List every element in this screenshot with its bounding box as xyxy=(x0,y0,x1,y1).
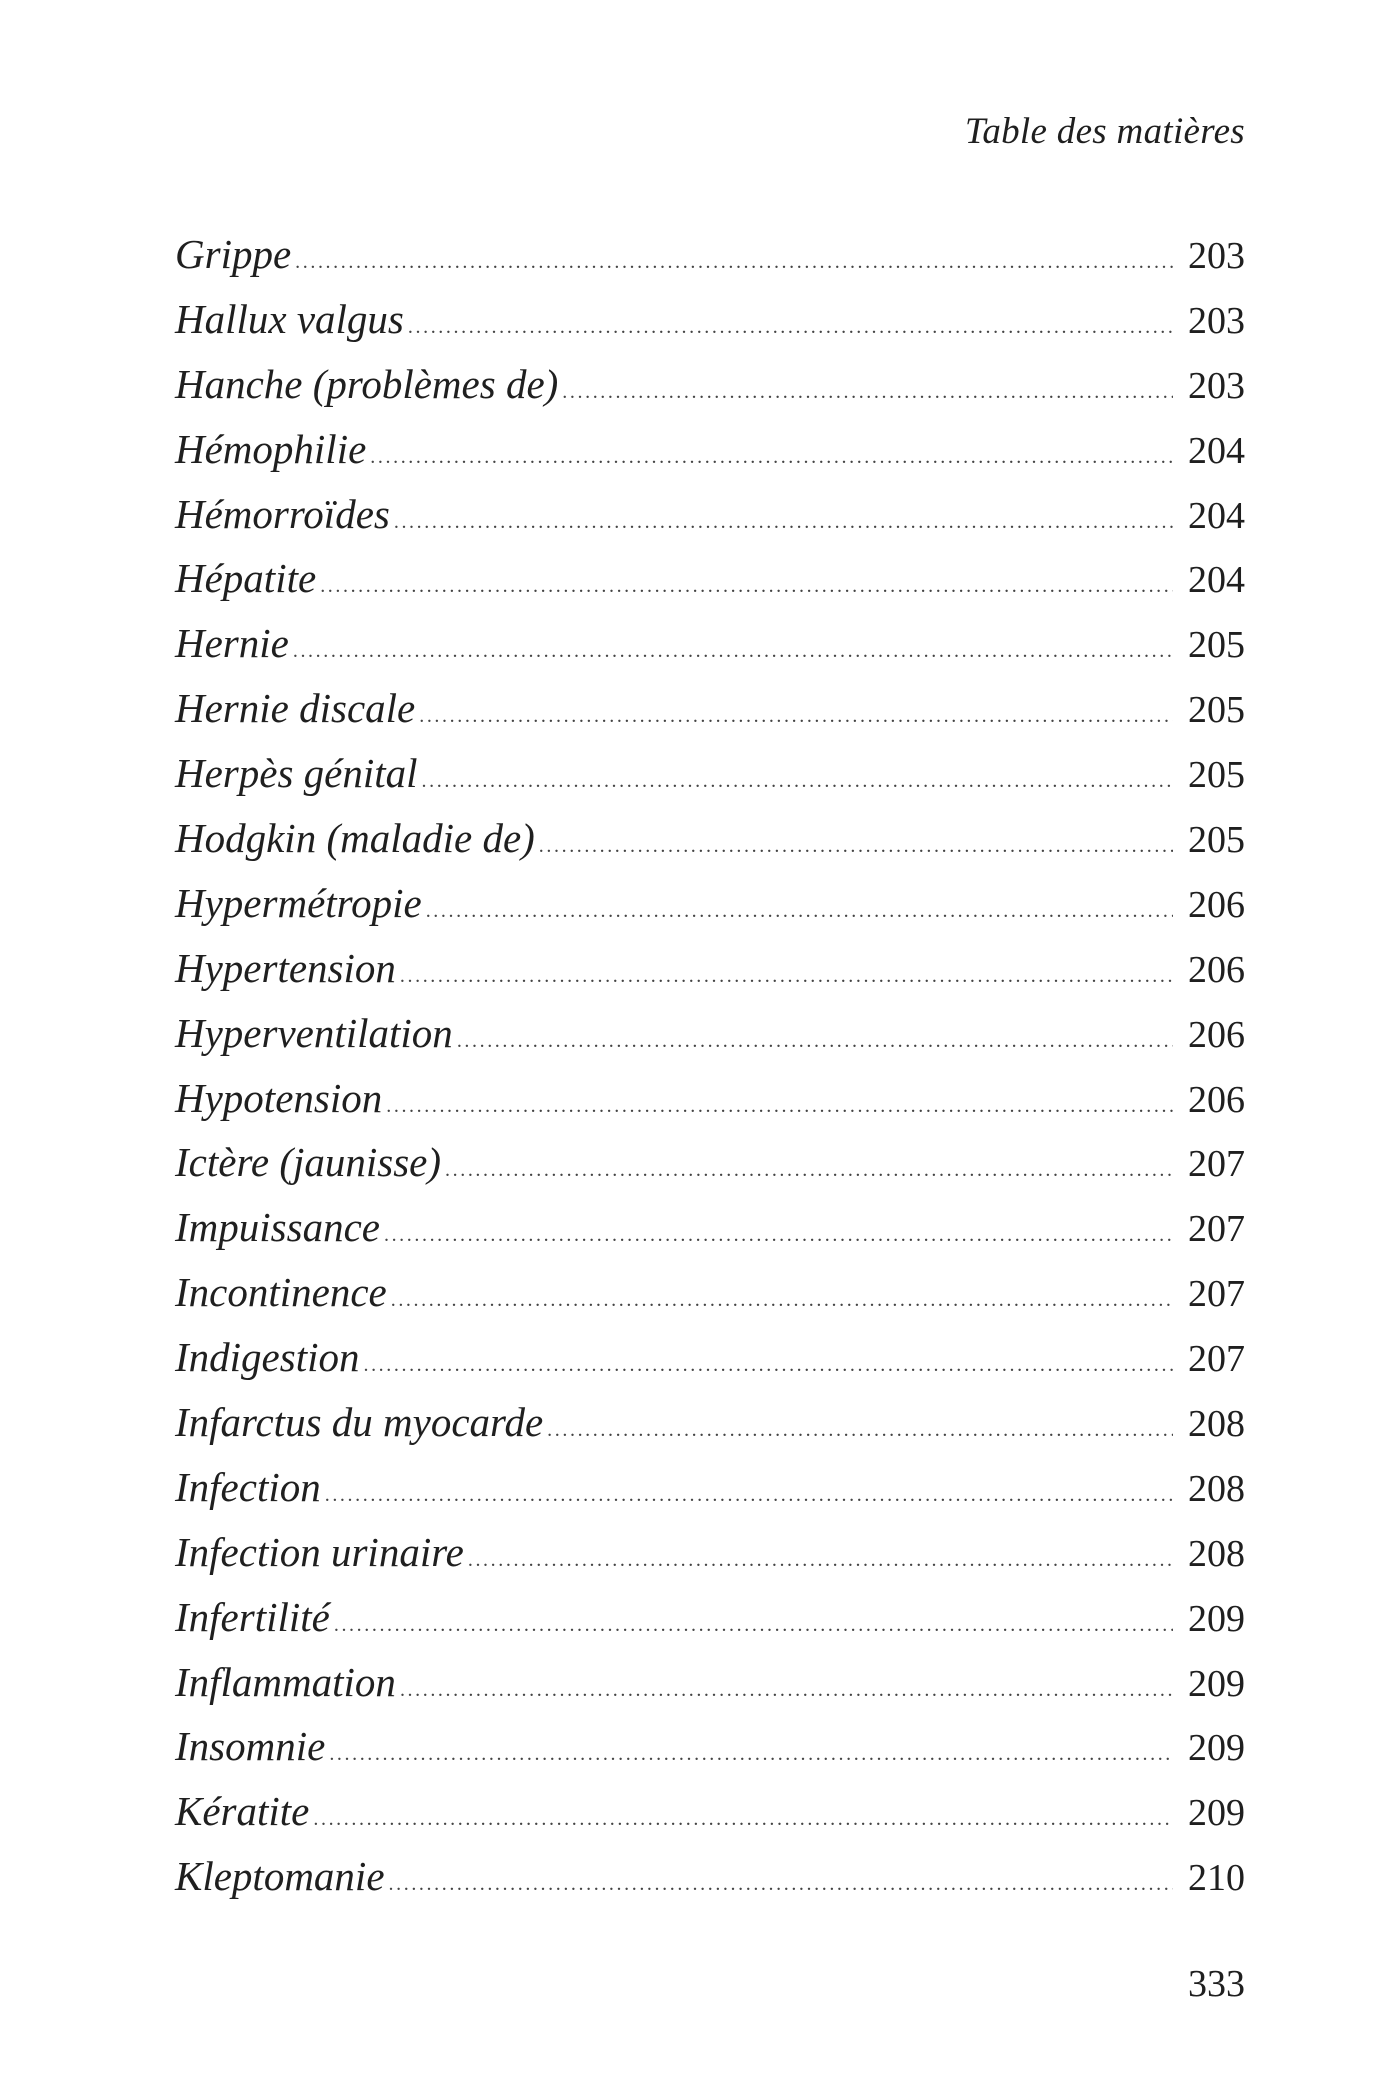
dot-leader xyxy=(547,1420,1173,1440)
toc-entry xyxy=(175,1844,1245,1909)
dot-leader xyxy=(426,901,1173,921)
toc-entry xyxy=(175,1001,1245,1066)
toc-entry-page: 205 xyxy=(1188,689,1245,732)
toc-entry-page: 206 xyxy=(1188,883,1245,926)
toc-entry-page: 207 xyxy=(1188,1273,1245,1316)
toc-entry-page: 208 xyxy=(1188,1532,1245,1575)
toc-entry xyxy=(175,1779,1245,1844)
toc-entry-title: Infection urinaire xyxy=(175,1528,464,1575)
toc-entry xyxy=(175,287,1245,352)
toc-entry-title: Hypertension xyxy=(175,944,396,991)
dot-leader xyxy=(468,1550,1173,1570)
toc-entry-title: Kleptomanie xyxy=(175,1853,385,1900)
dot-leader xyxy=(329,1744,1173,1764)
toc-entry xyxy=(175,741,1245,806)
toc-entry-page: 206 xyxy=(1188,1013,1245,1056)
dot-leader xyxy=(313,1809,1173,1829)
toc-entry xyxy=(175,1325,1245,1390)
toc-entry xyxy=(175,1260,1245,1325)
dot-leader xyxy=(363,1355,1173,1375)
toc-entry xyxy=(175,1520,1245,1585)
toc-entry xyxy=(175,1714,1245,1779)
dot-leader xyxy=(391,1290,1173,1310)
toc-entry xyxy=(175,1390,1245,1455)
toc-entry xyxy=(175,1130,1245,1195)
toc-entry-page: 207 xyxy=(1188,1143,1245,1186)
toc-entry-title: Inflammation xyxy=(175,1658,396,1705)
toc-entry xyxy=(175,611,1245,676)
toc-entry-title: Hypotension xyxy=(175,1074,383,1121)
dot-leader xyxy=(400,966,1173,986)
toc-entry xyxy=(175,806,1245,871)
dot-leader xyxy=(389,1874,1173,1894)
toc-entry-page: 209 xyxy=(1188,1597,1245,1640)
toc-entry-page: 209 xyxy=(1188,1727,1245,1770)
toc-entry-title: Insomnie xyxy=(175,1723,326,1770)
toc-entry-page: 209 xyxy=(1188,1792,1245,1835)
toc-entry-page: 204 xyxy=(1188,559,1245,602)
dot-leader xyxy=(370,447,1173,467)
dot-leader xyxy=(408,317,1173,337)
toc-entry-title: Indigestion xyxy=(175,1334,360,1381)
dot-leader xyxy=(386,1096,1173,1116)
toc-entry-page: 204 xyxy=(1188,429,1245,472)
toc-entry-title: Infertilité xyxy=(175,1593,330,1640)
dot-leader xyxy=(325,1485,1173,1505)
dot-leader xyxy=(394,512,1173,532)
toc-entry xyxy=(175,1650,1245,1715)
toc-entry-page: 209 xyxy=(1188,1662,1245,1705)
toc-entry xyxy=(175,546,1245,611)
toc-entry-title: Incontinence xyxy=(175,1269,387,1316)
toc-entry-page: 203 xyxy=(1188,235,1245,277)
toc-entry-page: 204 xyxy=(1188,494,1245,537)
toc-entry-page: 205 xyxy=(1188,624,1245,667)
dot-leader xyxy=(293,641,1173,661)
toc-entry-page: 206 xyxy=(1188,948,1245,991)
toc-entry xyxy=(175,936,1245,1001)
toc-entry xyxy=(175,871,1245,936)
toc-entry xyxy=(175,1195,1245,1260)
dot-leader xyxy=(400,1680,1173,1700)
dot-leader xyxy=(419,706,1173,726)
dot-leader xyxy=(320,576,1173,596)
dot-leader xyxy=(562,382,1173,402)
toc-entry-page: 210 xyxy=(1188,1857,1245,1900)
toc-entry-title: Hyperventilation xyxy=(175,1009,453,1056)
toc-entry-page: 203 xyxy=(1188,299,1245,342)
toc-entry-title: Hodgkin (maladie de) xyxy=(175,815,535,862)
toc-entry-page: 208 xyxy=(1188,1403,1245,1446)
toc-entry xyxy=(175,352,1245,417)
toc-entry-title: Herpès génital xyxy=(175,750,418,797)
toc-entry-page: 206 xyxy=(1188,1078,1245,1121)
toc-entry-title: Hernie discale xyxy=(175,685,416,732)
toc-entry-title: Hépatite xyxy=(175,555,317,602)
toc-entry-title: Impuissance xyxy=(175,1204,380,1251)
toc-entry-page: 203 xyxy=(1188,364,1245,407)
dot-leader xyxy=(445,1160,1173,1180)
dot-leader xyxy=(384,1225,1173,1245)
toc-entry xyxy=(175,482,1245,547)
toc-entry xyxy=(175,676,1245,741)
dot-leader xyxy=(422,771,1173,791)
toc-entry-page: 208 xyxy=(1188,1467,1245,1510)
toc-entry-title: Hallux valgus xyxy=(175,295,404,342)
toc-entry-title: Grippe xyxy=(175,231,292,277)
dot-leader xyxy=(539,836,1173,856)
toc-entry-page: 207 xyxy=(1188,1208,1245,1251)
table-of-contents xyxy=(175,222,1245,1909)
dot-leader xyxy=(457,1031,1173,1051)
dot-leader xyxy=(295,252,1173,272)
toc-entry-page: 207 xyxy=(1188,1338,1245,1381)
toc-entry xyxy=(175,417,1245,482)
toc-entry xyxy=(175,1066,1245,1131)
page-number: 333 xyxy=(1188,1963,1245,2005)
toc-entry-title: Kératite xyxy=(175,1788,310,1835)
dot-leader xyxy=(334,1615,1173,1635)
toc-entry-title: Hémophilie xyxy=(175,425,367,472)
toc-entry xyxy=(175,1455,1245,1520)
toc-entry-page: 205 xyxy=(1188,819,1245,862)
toc-entry-title: Hanche (problèmes de) xyxy=(175,360,559,407)
toc-entry-title: Hémorroïdes xyxy=(175,490,390,537)
toc-entry-title: Hypermétropie xyxy=(175,879,422,926)
toc-entry-title: Infarctus du myocarde xyxy=(175,1399,544,1446)
toc-entry-page: 205 xyxy=(1188,754,1245,797)
toc-entry-title: Ictère (jaunisse) xyxy=(175,1139,442,1186)
toc-entry-title: Hernie xyxy=(175,620,289,667)
toc-entry xyxy=(175,222,1245,287)
toc-entry xyxy=(175,1585,1245,1650)
running-head: Table des matières xyxy=(964,111,1245,152)
toc-entry-title: Infection xyxy=(175,1463,321,1510)
